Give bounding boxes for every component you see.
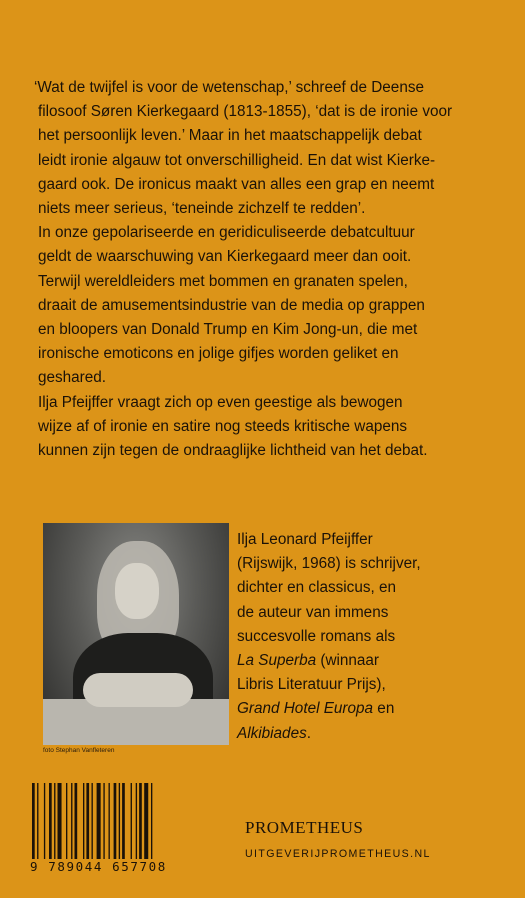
photo-credit: foto Stephan Vanfleteren	[43, 747, 115, 754]
isbn-barcode	[30, 783, 190, 859]
publisher-url: UITGEVERIJPROMETHEUS.NL	[245, 848, 431, 860]
blurb-paragraph-2: In onze gepolariseerde en geridiculiseerde debatcultuur geldt de waarschuwing van Kierkegaard meer dan ooit. Terwijl wereldleiders met bommen en granaten spelen, draait de amusementsindustrie van de media op grappen en bloopers van Donald Trump en Kim Jong-un, die met ironische emoticons en jolige gifjes worden geliket en geshared.	[38, 224, 425, 387]
book-title: Grand Hotel Europa	[237, 700, 374, 718]
isbn-number: 9 789044 657708	[30, 859, 167, 874]
book-title: Alkibiades	[237, 724, 307, 742]
blurb-paragraph-3: Ilja Pfeijffer vraagt zich op even geestige als bewogen wijze af of ironie en satire nog steeds kritische wapens kunnen zijn tegen de ondraaglijke lichtheid van het debat.	[38, 393, 428, 460]
publisher-logo: PROMETHEUS	[245, 818, 364, 837]
back-cover-blurb	[34, 76, 498, 463]
author-bio: Ilja Leonard Pfeijffer (Rijswijk, 1968) is schrijver, dichter en classicus, en de auteur van immens succesvolle romans als La Superba (winnaar Libris Literatuur Prijs), Grand Hotel Europa en Alkibiades.	[237, 531, 421, 742]
book-title: La Superba	[237, 652, 317, 670]
blurb-paragraph-1: ‘Wat de twijfel is voor de wetenschap,’ schreef de Deense filosoof Søren Kierkegaard (1813-1855), ‘dat is de ironie voor het persoonlijk leven.’ Maar in het maatschappelijk debat leidt ironie algauw tot onverschilligheid. En dat wist Kierke- gaard ook. De ironicus maakt van alles een grap en neemt niets meer serieus, ‘teneinde zichzelf te redden’.	[34, 79, 453, 218]
author-photo	[43, 523, 229, 745]
